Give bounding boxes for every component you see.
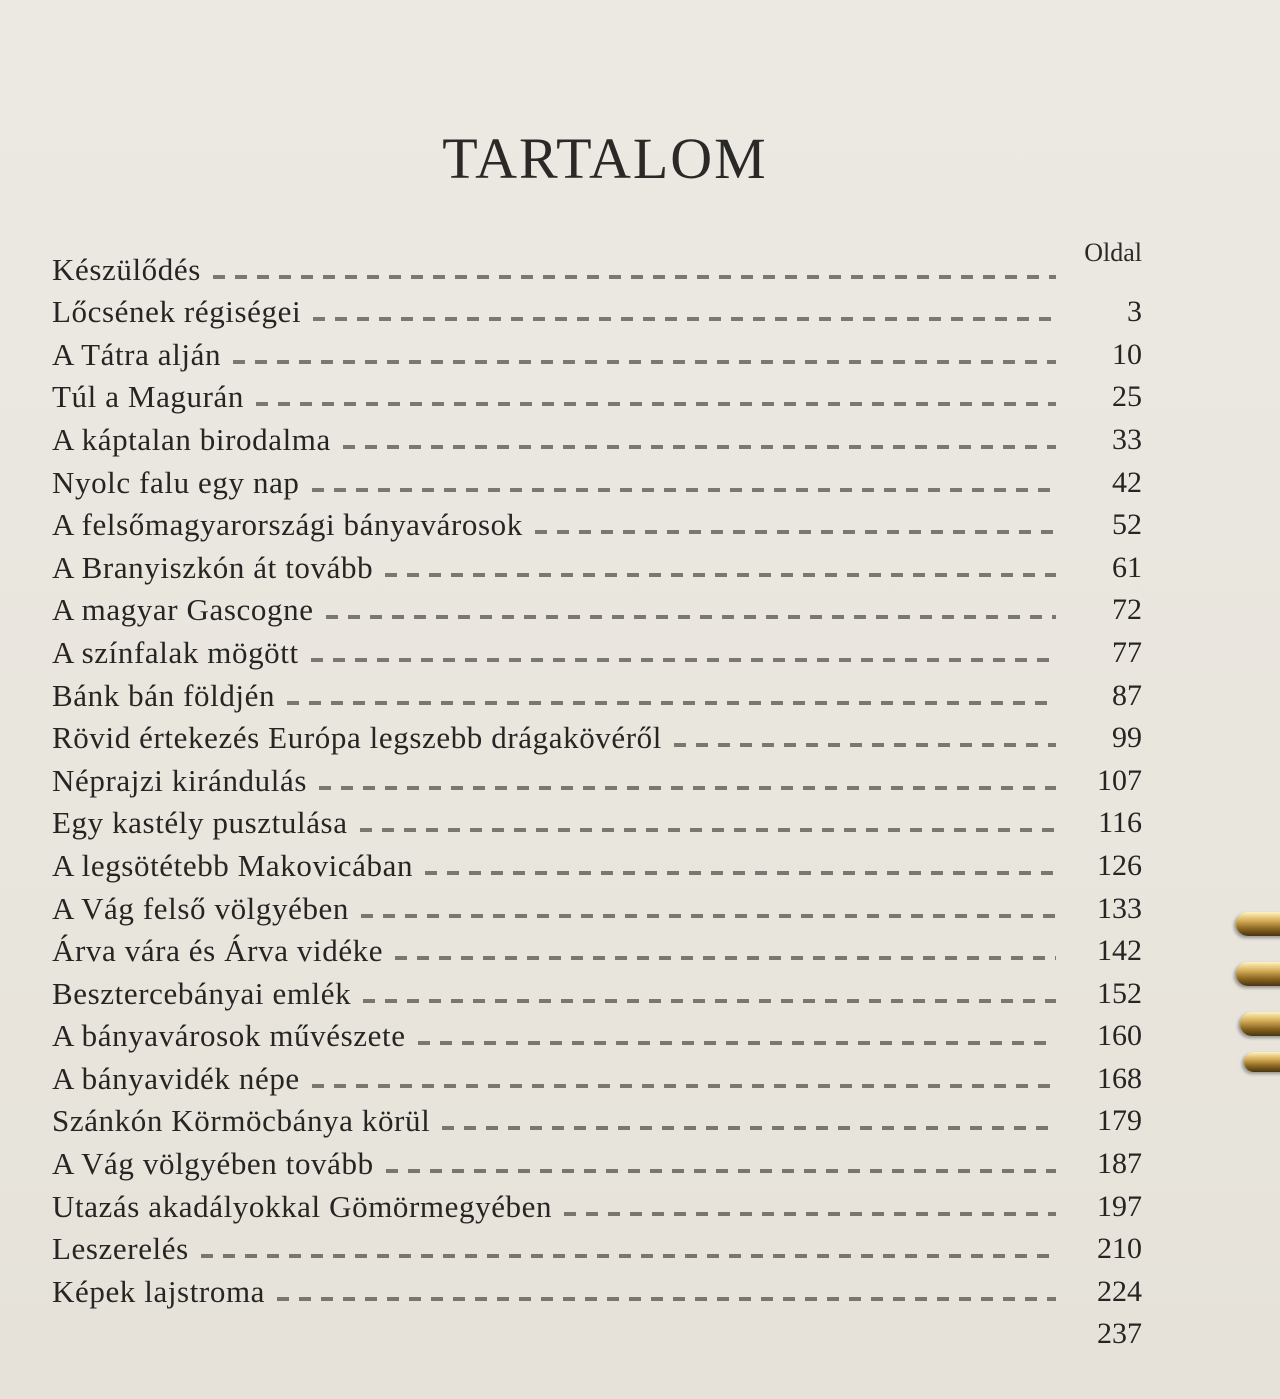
toc-entry-title: Rövid értekezés Európa legszebb drágakövéről — [52, 720, 662, 756]
dot-leader — [312, 1084, 1056, 1088]
binding-clip — [1244, 1052, 1280, 1072]
toc-entry-page: 61 — [1112, 550, 1142, 584]
toc-entry — [52, 715, 1142, 758]
toc-entry-page: 179 — [1097, 1104, 1142, 1138]
toc-entry-title: A Branyiszkón át tovább — [52, 549, 374, 585]
toc-entry-page: 87 — [1112, 678, 1142, 712]
toc-entry — [52, 1268, 1142, 1311]
toc-entry-page: 210 — [1097, 1232, 1142, 1266]
dot-leader — [674, 743, 1056, 747]
toc-entry-page: 107 — [1097, 763, 1142, 797]
toc-entry-title: Bánk bán földjén — [52, 677, 276, 713]
toc-entry-page: 160 — [1097, 1019, 1142, 1053]
toc-entry — [52, 459, 1142, 502]
toc-entry-page: 152 — [1097, 976, 1142, 1010]
toc-entry-title: A káptalan birodalma — [52, 421, 331, 457]
toc-entry — [52, 970, 1142, 1013]
toc-entry-page: 142 — [1097, 934, 1142, 968]
toc-entry — [52, 1013, 1142, 1056]
table-of-contents — [52, 246, 1142, 1353]
toc-entry-page: 187 — [1097, 1147, 1142, 1181]
toc-entry-title: Képek lajstroma — [52, 1273, 266, 1309]
toc-entry — [52, 587, 1142, 630]
toc-entry-title: A magyar Gascogne — [52, 592, 314, 628]
toc-entry-title: A bányavárosok művészete — [52, 1018, 406, 1054]
toc-entry — [52, 502, 1142, 545]
toc-entry-title: A Tátra alján — [52, 336, 222, 372]
toc-entry-title: A Vág felső völgyében — [52, 890, 350, 926]
dot-leader — [326, 615, 1056, 619]
dot-leader — [313, 317, 1056, 321]
dot-leader — [360, 828, 1056, 832]
binding-clip — [1236, 912, 1280, 936]
toc-entry — [52, 672, 1142, 715]
toc-entry-title: Leszerelés — [52, 1231, 189, 1267]
page-title: TARTALOM — [442, 126, 768, 191]
toc-entry-title: Készülődés — [52, 251, 201, 287]
dot-leader — [395, 956, 1056, 960]
toc-entry — [52, 544, 1142, 587]
toc-entry-page: 42 — [1112, 465, 1142, 499]
dot-leader — [201, 1254, 1056, 1258]
toc-entry-title: Egy kastély pusztulása — [52, 805, 348, 841]
toc-entry-page: 99 — [1112, 721, 1142, 755]
toc-entry-page: 197 — [1097, 1189, 1142, 1223]
toc-entry-title: Besztercebányai emlék — [52, 975, 352, 1011]
toc-entry-title — [52, 1349, 58, 1353]
toc-entry-page: 224 — [1097, 1274, 1142, 1308]
dot-leader — [319, 786, 1056, 790]
toc-entry-title: Nyolc falu egy nap — [52, 464, 300, 500]
toc-entry — [52, 1183, 1142, 1226]
dot-leader — [287, 701, 1056, 705]
dot-leader — [256, 402, 1056, 406]
dot-leader — [386, 1169, 1056, 1173]
binding-clip — [1240, 1012, 1280, 1036]
page-column-label: Oldal — [1084, 238, 1142, 267]
dot-leader — [213, 275, 1056, 279]
toc-entry-title: A felsőmagyarországi bányavárosok — [52, 507, 523, 543]
toc-entry-page: 33 — [1112, 422, 1142, 456]
dot-leader — [385, 573, 1056, 577]
dot-leader — [343, 445, 1056, 449]
toc-entry-title: A bányavidék népe — [52, 1060, 300, 1096]
toc-entry-title: A legsötétebb Makovicában — [52, 847, 414, 883]
toc-entry-page: 237 — [1097, 1317, 1142, 1351]
toc-entry — [52, 1226, 1142, 1269]
dot-leader — [311, 658, 1056, 662]
toc-entry-title: A színfalak mögött — [52, 634, 299, 670]
toc-entry — [52, 800, 1142, 843]
toc-entry-page: 168 — [1097, 1061, 1142, 1095]
toc-entry — [52, 1055, 1142, 1098]
toc-entry-page: 10 — [1112, 337, 1142, 371]
dot-leader — [312, 488, 1056, 492]
dot-leader — [425, 871, 1056, 875]
toc-entry — [52, 629, 1142, 672]
dot-leader — [233, 360, 1056, 364]
toc-entry — [52, 842, 1142, 885]
toc-entry-page: 133 — [1097, 891, 1142, 925]
toc-entry — [52, 1140, 1142, 1183]
toc-entry-page: 25 — [1112, 380, 1142, 414]
toc-entry — [52, 1098, 1142, 1141]
toc-entry — [52, 331, 1142, 374]
dot-leader — [564, 1212, 1056, 1216]
dot-leader — [277, 1297, 1056, 1301]
dot-leader — [361, 914, 1056, 918]
toc-entry-page: 52 — [1112, 508, 1142, 542]
toc-entry — [52, 928, 1142, 971]
toc-entry-page: 3 — [1127, 295, 1142, 329]
toc-entry-page: 126 — [1097, 848, 1142, 882]
toc-entry-page: 116 — [1098, 806, 1142, 840]
toc-entry-page: 72 — [1112, 593, 1142, 627]
dot-leader — [535, 530, 1056, 534]
toc-entry-title: Árva vára és Árva vidéke — [52, 933, 384, 969]
toc-entry — [52, 757, 1142, 800]
toc-entry-title: Túl a Magurán — [52, 379, 245, 415]
toc-entry — [52, 416, 1142, 459]
toc-entry — [52, 289, 1142, 332]
toc-entry-title: Néprajzi kirándulás — [52, 762, 307, 798]
dot-leader — [363, 999, 1056, 1003]
toc-entry — [52, 885, 1142, 928]
toc-entry — [52, 374, 1142, 417]
toc-entry-title: Lőcsének régiségei — [52, 294, 302, 330]
toc-entry — [52, 246, 1142, 289]
toc-entry-title: Utazás akadályokkal Gömörmegyében — [52, 1188, 553, 1224]
dot-leader — [418, 1041, 1056, 1045]
binding-clip — [1236, 962, 1280, 986]
toc-entry-title: A Vág völgyében tovább — [52, 1146, 374, 1182]
toc-entry-title: Szánkón Körmöcbánya körül — [52, 1103, 431, 1139]
toc-entry-page: 77 — [1112, 635, 1142, 669]
dot-leader — [442, 1126, 1056, 1130]
toc-entry — [52, 1311, 1142, 1354]
